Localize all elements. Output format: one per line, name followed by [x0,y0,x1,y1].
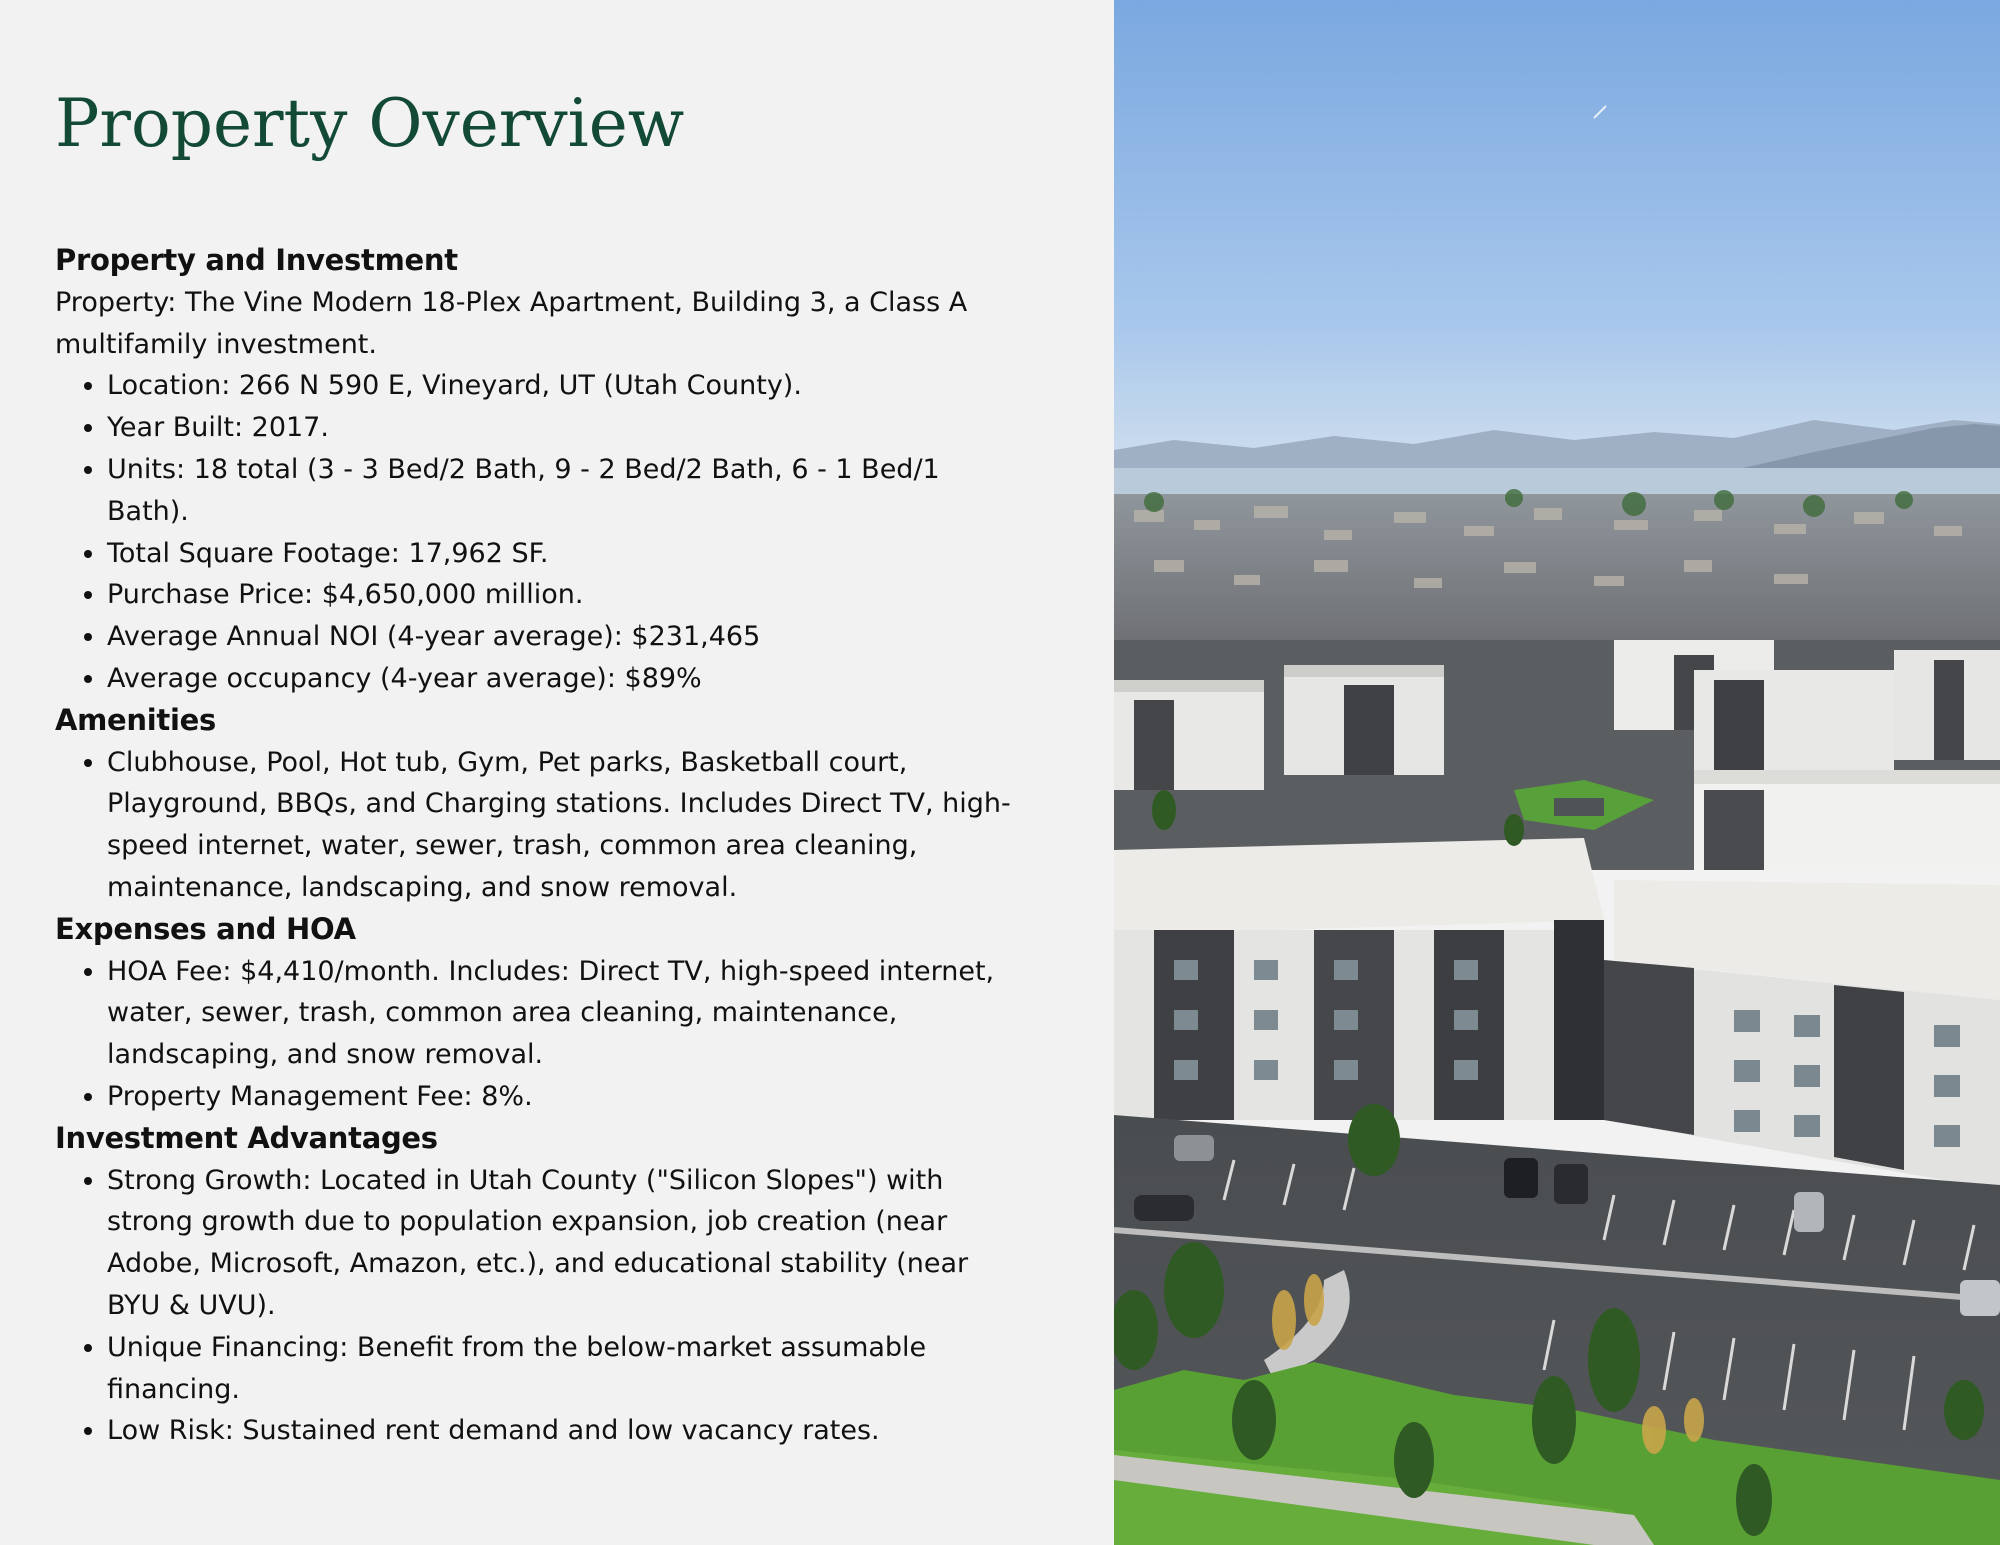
list-item: • Location: 266 N 590 E, Vineyard, UT (Utah County). [107,365,1015,407]
amenities-list [55,742,1015,909]
aerial-photo-illustration [1114,0,2000,1545]
property-section [55,240,1015,700]
advantages-list [55,1160,1015,1453]
section-heading-amenities: Amenities [55,702,216,737]
overview-content [55,240,1015,1452]
section-heading-property: Property and Investment [55,243,458,277]
list-item: • Unique Financing: Benefit from the below-market assumable financing. [107,1327,1015,1411]
list-item: • Strong Growth: Located in Utah County ("Silicon Slopes") with strong growth due to population expansion, job creation (near Adobe, Microsoft, Amazon, etc.), and educational stability (near BYU & UVU). [107,1160,1015,1327]
property-intro: Property: The Vine Modern 18-Plex Apartment, Building 3, a Class A multifamily investment. [55,286,968,360]
property-list [55,365,1015,699]
aerial-property-photo [1114,0,2000,1545]
expenses-list [55,951,1015,1118]
list-item: • Average Annual NOI (4-year average): $231,465 [107,616,1015,658]
expenses-section [55,909,1015,1118]
list-item: • Clubhouse, Pool, Hot tub, Gym, Pet parks, Basketball court, Playground, BBQs, and Charging stations. Includes Direct TV, high-speed internet, water, sewer, trash, common area cleaning, maintenance, landscaping, and snow removal. [107,742,1015,909]
list-item: • HOA Fee: $4,410/month. Includes: Direct TV, high-speed internet, water, sewer, trash, common area cleaning, maintenance, landscaping, and snow removal. [107,951,1015,1076]
list-item: • Units: 18 total (3 - 3 Bed/2 Bath, 9 - 2 Bed/2 Bath, 6 - 1 Bed/1 Bath). [107,449,1015,533]
page-title: Property Overview [55,85,685,162]
amenities-section [55,700,1015,909]
list-item: • Total Square Footage: 17,962 SF. [107,533,1015,575]
section-heading-advantages: Investment Advantages [55,1120,438,1155]
list-item: • Purchase Price: $4,650,000 million. [107,574,1015,616]
section-heading-expenses: Expenses and HOA [55,911,356,946]
list-item: • Year Built: 2017. [107,407,1015,449]
advantages-section [55,1118,1015,1452]
list-item: • Property Management Fee: 8%. [107,1076,1015,1118]
list-item: • Low Risk: Sustained rent demand and low vacancy rates. [107,1410,1015,1452]
list-item: • Average occupancy (4-year average): $89% [107,658,1015,700]
